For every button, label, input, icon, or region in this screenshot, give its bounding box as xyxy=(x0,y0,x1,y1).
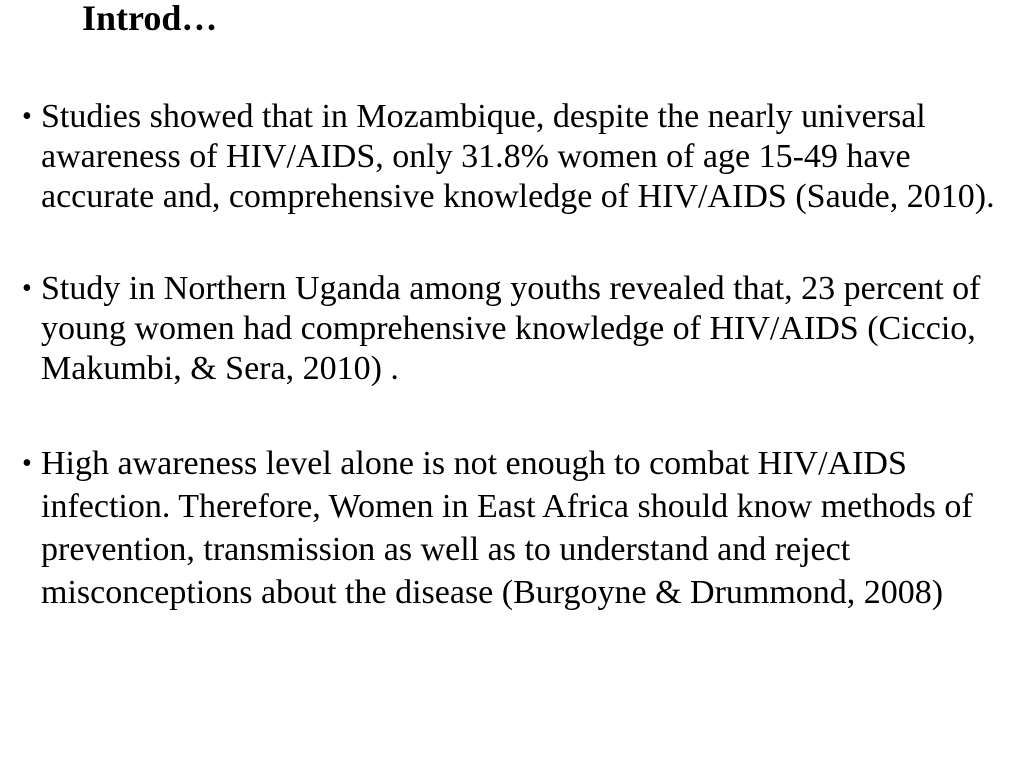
bullet-list xyxy=(22,97,1012,614)
bullet-icon: • xyxy=(22,101,32,132)
bullet-icon: • xyxy=(22,273,32,304)
slide-title: Introd… xyxy=(82,0,218,38)
bullet-text: High awareness level alone is not enough to combat HIV/AIDS infection. Therefore, Women in East Africa should know methods of prevention, transmission as well as to understand and reject misconceptions about the disease (Burgoyne & Drummond, 2008) xyxy=(41,445,973,611)
bullet-item-awareness xyxy=(22,442,1012,614)
bullet-text: Studies showed that in Mozambique, despite the nearly universal awareness of HIV/AIDS, only 31.8% women of age 15-49 have accurate and, comprehensive knowledge of HIV/AIDS (Saude, 2010). xyxy=(41,98,995,215)
bullet-item-mozambique xyxy=(22,97,1012,217)
bullet-text: Study in Northern Uganda among youths revealed that, 23 percent of young women had comprehensive knowledge of HIV/AIDS (Ciccio, Makumbi, & Sera, 2010) . xyxy=(41,270,981,387)
bullet-icon: • xyxy=(22,448,32,479)
bullet-item-uganda xyxy=(22,269,1012,389)
